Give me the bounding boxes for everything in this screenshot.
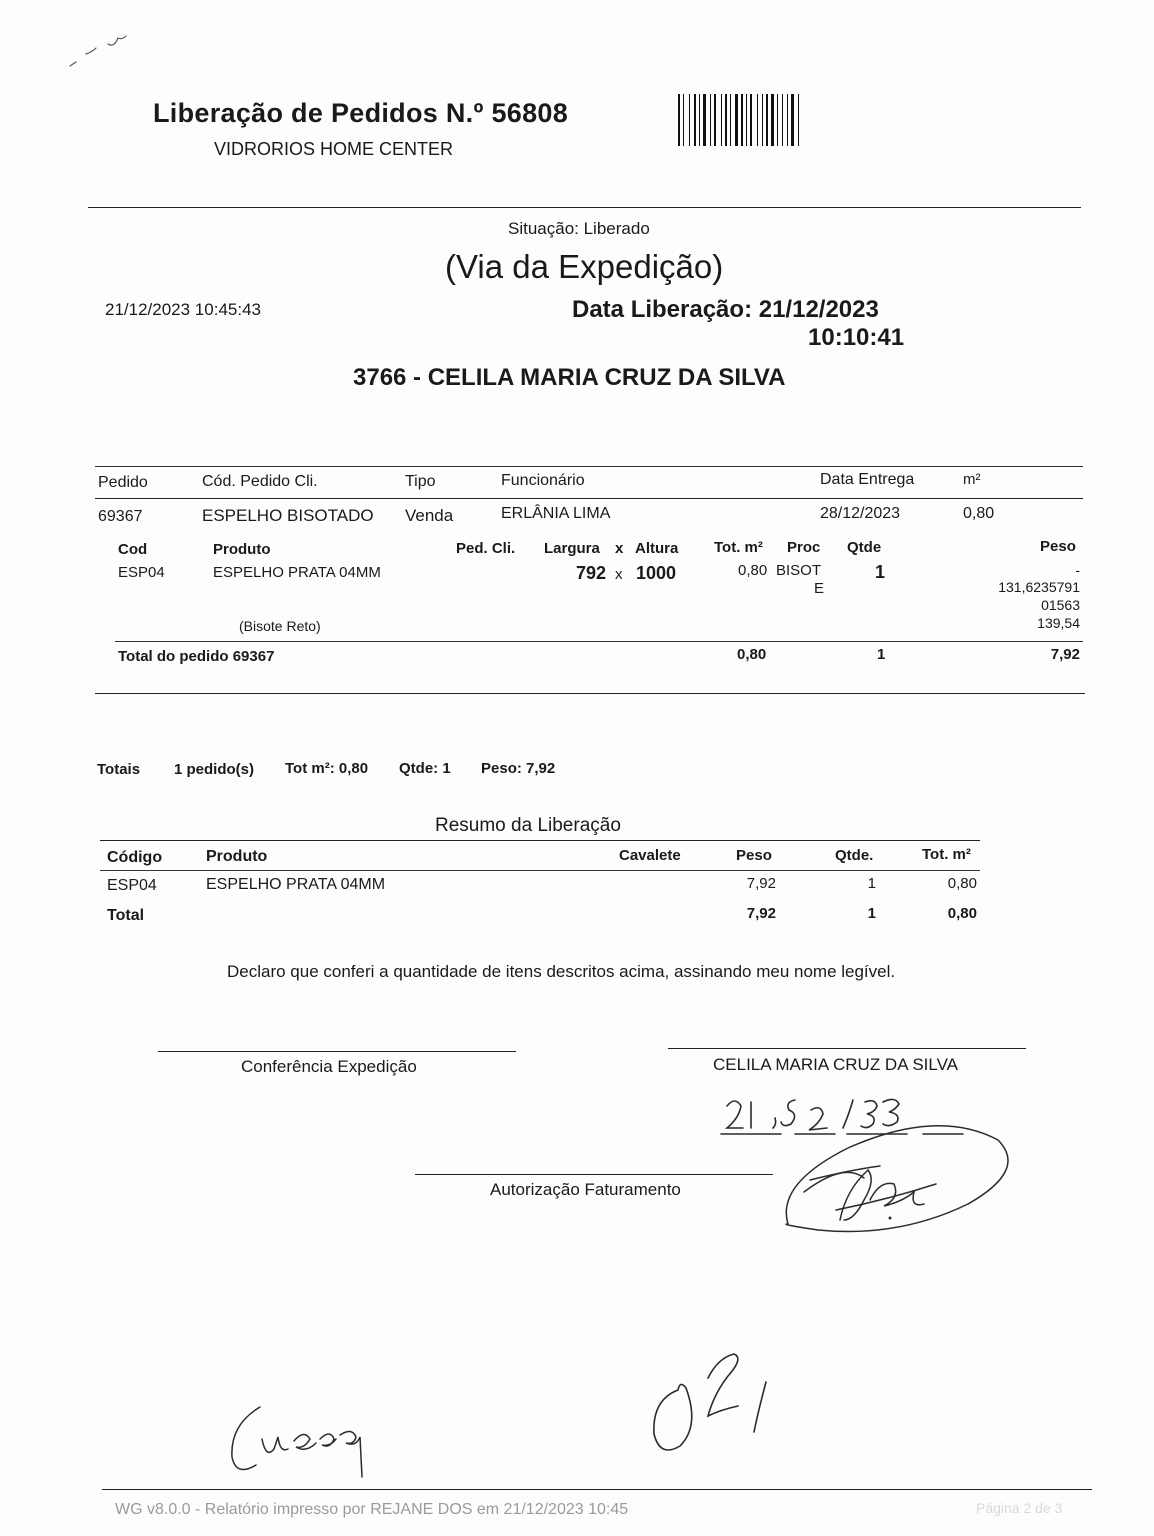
resumo-tot-m2: 0,80	[947, 875, 977, 892]
total-pedido-qtde: 1	[877, 646, 886, 663]
signature-line-autorizacao	[415, 1174, 773, 1175]
item-tot-m2: 0,80	[738, 562, 768, 579]
item-header-produto: Produto	[213, 541, 271, 558]
totais-label: Totais	[97, 761, 141, 778]
item-header-altura: Altura	[635, 540, 679, 557]
resumo-header-tot-m2: Tot. m²	[922, 846, 971, 863]
item-peso-line1: -	[1075, 562, 1080, 578]
resumo-total-peso: 7,92	[746, 905, 776, 922]
table-top-rule	[95, 466, 1083, 467]
resumo-total-tot-m2: 0,80	[947, 905, 977, 922]
totais-tot-m2: Tot m²: 0,80	[285, 760, 369, 777]
item-cod: ESP04	[118, 564, 165, 581]
conferencia-label: Conferência Expedição	[241, 1057, 417, 1076]
corner-scribble	[66, 28, 136, 68]
resumo-header-cavalete: Cavalete	[619, 847, 681, 864]
handwritten-signature-left	[222, 1395, 392, 1485]
col-header-m2: m²	[963, 471, 981, 488]
client-signature-name: CELILA MARIA CRUZ DA SILVA	[713, 1055, 959, 1074]
resumo-qtde: 1	[867, 875, 876, 892]
footer-page: Página 2 de 3	[976, 1500, 1063, 1516]
data-liberacao: Data Liberação: 21/12/2023	[572, 296, 879, 323]
company-name: VIDRORIOS HOME CENTER	[214, 139, 454, 159]
resumo-header-peso: Peso	[736, 847, 772, 864]
resumo-header-codigo: Código	[107, 849, 163, 866]
document-title: Liberação de Pedidos N.º 56808	[153, 98, 569, 128]
resumo-peso: 7,92	[746, 875, 776, 892]
resumo-title: Resumo da Liberação	[435, 815, 621, 836]
data-liberacao-time: 10:10:41	[808, 324, 905, 351]
totais-pedidos: 1 pedido(s)	[174, 761, 255, 778]
header-rule	[95, 498, 1083, 499]
col-header-data-entrega: Data Entrega	[820, 471, 915, 488]
resumo-top-rule	[100, 840, 980, 841]
item-header-ped-cli: Ped. Cli.	[456, 540, 516, 557]
situacao-label: Situação: Liberado	[508, 219, 650, 238]
item-header-proc: Proc	[787, 539, 821, 556]
col-header-pedido: Pedido	[98, 474, 148, 491]
item-x: x	[615, 566, 623, 583]
totais-peso: Peso: 7,92	[481, 760, 556, 777]
item-produto: ESPELHO PRATA 04MM	[213, 564, 381, 581]
cell-pedido: 69367	[98, 508, 143, 525]
print-datetime: 21/12/2023 10:45:43	[105, 300, 261, 319]
col-header-funcionario: Funcionário	[501, 472, 585, 489]
resumo-header-rule	[100, 870, 980, 871]
resumo-codigo: ESP04	[107, 877, 157, 894]
item-peso-line4: 139,54	[1037, 615, 1080, 631]
item-largura: 792	[576, 563, 607, 583]
item-header-x: x	[615, 540, 624, 557]
item-proc-line1: BISOT	[776, 562, 822, 579]
divider	[88, 207, 1081, 208]
total-rule	[115, 641, 1083, 642]
resumo-total-qtde: 1	[867, 905, 876, 922]
autorizacao-label: Autorização Faturamento	[490, 1180, 681, 1199]
col-header-tipo: Tipo	[405, 473, 436, 490]
item-peso-line3: 01563	[1041, 597, 1080, 613]
item-peso-line2: 131,6235791	[998, 579, 1080, 595]
client-signature	[780, 1120, 1010, 1250]
total-pedido-peso: 7,92	[1050, 646, 1080, 663]
footer-printed-by: WG v8.0.0 - Relatório impresso por REJANE DOS em 21/12/2023 10:45	[115, 1501, 629, 1518]
handwritten-mark-right	[648, 1348, 798, 1458]
item-altura: 1000	[636, 563, 677, 583]
signature-line-client	[668, 1048, 1026, 1049]
cell-funcionario: ERLÂNIA LIMA	[501, 505, 611, 522]
cell-data-entrega: 28/12/2023	[820, 505, 901, 522]
item-header-cod: Cod	[118, 541, 148, 558]
total-pedido-label: Total do pedido 69367	[118, 648, 275, 665]
item-qtde: 1	[875, 562, 886, 582]
resumo-header-produto: Produto	[206, 848, 268, 865]
item-header-peso: Peso	[1040, 538, 1076, 555]
signature-line-conferencia	[158, 1051, 516, 1052]
item-proc-line2: E	[814, 580, 825, 597]
resumo-total-label: Total	[107, 907, 145, 924]
table-bottom-rule	[95, 693, 1085, 694]
col-header-cod-pedido-cli: Cód. Pedido Cli.	[202, 473, 318, 490]
client-name: 3766 - CELILA MARIA CRUZ DA SILVA	[353, 364, 786, 391]
resumo-produto: ESPELHO PRATA 04MM	[206, 876, 386, 893]
cell-tipo: Venda	[405, 506, 454, 525]
item-note: (Bisote Reto)	[239, 618, 321, 634]
barcode	[678, 94, 852, 146]
item-header-qtde: Qtde	[847, 539, 882, 556]
cell-cod-pedido-cli: ESPELHO BISOTADO	[202, 506, 374, 525]
total-pedido-m2: 0,80	[737, 646, 767, 663]
totais-qtde: Qtde: 1	[399, 760, 451, 777]
item-header-largura: Largura	[544, 540, 600, 557]
footer-rule	[102, 1489, 1092, 1490]
item-header-tot-m2: Tot. m²	[714, 539, 763, 556]
cell-m2: 0,80	[963, 505, 995, 522]
declaration-text: Declaro que conferi a quantidade de itens descritos acima, assinando meu nome legível.	[227, 962, 896, 981]
resumo-header-qtde: Qtde.	[835, 847, 874, 864]
via-label: (Via da Expedição)	[445, 248, 724, 285]
